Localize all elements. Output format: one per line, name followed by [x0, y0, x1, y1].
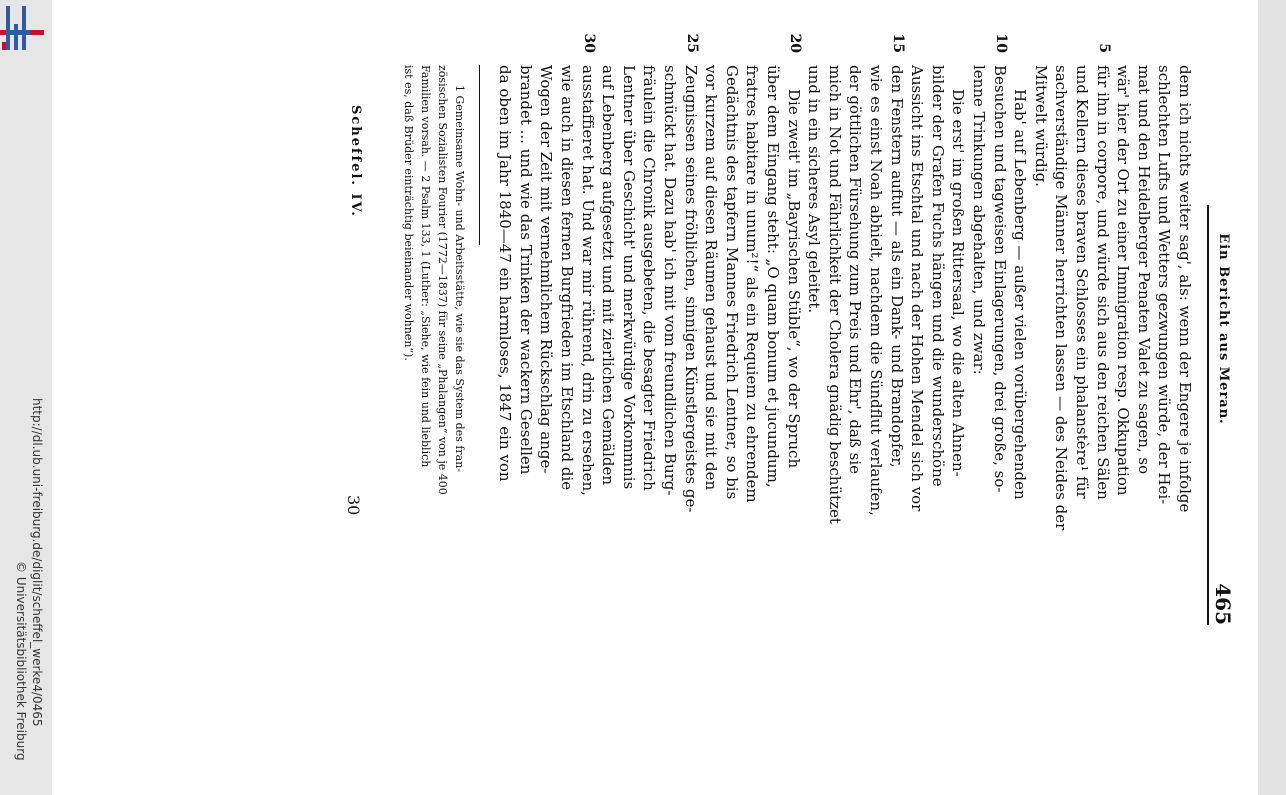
text-line: für ihn in corpore, und würde sich aus den reichen Sälen [1093, 65, 1112, 500]
source-url[interactable]: http://dl.ub.uni-freiburg.de/diglit/scheffel_werke4/0465 [30, 398, 44, 727]
text-line: Hab' auf Lebenberg — außer vielen vorübergehenden [1011, 89, 1030, 500]
line-number: 25 [683, 33, 700, 53]
text-line: lenne Trinkungen abgehalten, und zwar: [970, 65, 988, 375]
right-margin-bar [1258, 0, 1286, 795]
text-line: mich in Not und Fährlichkeit der Cholera gnädig beschützet [825, 65, 844, 524]
text-line: sachverständige Männer herrichten lassen — des Neides der [1052, 65, 1071, 531]
copyright-notice: © Universitätsbibliothek Freiburg [14, 561, 28, 761]
text-line: bilder der Grafen Fuchs hängen und die wunderschöne [928, 65, 947, 487]
running-title: Ein Bericht aus Meran. [1216, 233, 1231, 425]
footnote-line: ist es, daß Brüder einträchtig beieinander wohnen“). [402, 65, 415, 361]
line-number: 20 [786, 33, 803, 53]
text-line: da oben im Jahr 1840—47 ein harmloses, 1847 ein von [496, 65, 515, 482]
text-line: Mitwelt würdig. [1031, 65, 1050, 187]
running-head [1205, 33, 1235, 625]
text-line: über dem Eingang steht: „O quam bonum et jucundum, [764, 65, 782, 488]
text-line: den Fenstern auftut — als ein Dank- und Brandopfer, [887, 65, 906, 468]
signature-mark: Scheffel. IV. [348, 105, 363, 218]
footnote-line: Familien vorsah. — 2 Psalm 133, 1 (Luther: „Siehe, wie fein und lieblich [419, 65, 432, 468]
text-line: und in ein sicheres Asyl geleitet. [805, 65, 824, 314]
text-line: vor kurzem auf diesen Räumen gehaust und sie mit den [702, 65, 721, 491]
sidebar [0, 0, 52, 795]
text-line: Lentner über Geschicht' und merkwürdige Vorkommnis [619, 65, 638, 490]
line-number: 5 [1095, 43, 1112, 53]
footnote-line: 1 Gemeinsame Wohn- und Arbeitsstätte, wie sie das System des fran- [453, 85, 466, 473]
line-number: 15 [889, 33, 906, 53]
text-line: Gedächtnis des tapfern Mannes Friedrich Lentner, so bis [722, 65, 741, 500]
text-line: fratres habitare in unum²!“ als ein Requiem zu ehrendem [743, 65, 762, 503]
text-line: dem ich nichts weiter sag', als: wenn der Engere je infolge [1176, 65, 1194, 513]
text-line: Wogen der Zeit mit vernehmlichem Rückschlag ange- [537, 65, 556, 474]
line-number: 10 [992, 33, 1009, 53]
book-page [195, 25, 1235, 625]
text-line: brandet ... und wie das Trinken der wackern Gesellen [516, 65, 535, 475]
footnote-line: zösischen Sozialisten Fourier (1772—1837) für seine „Phalangen“ von je 400 [436, 65, 449, 495]
text-line: wie auch in diesen fernen Burgfrieden im Etschland die [558, 65, 576, 491]
text-line: Die zweit' im „Bayrischen Stüble“, wo der Spruch [784, 89, 803, 469]
footnote-rule [479, 65, 480, 245]
text-line: ausstaffieret hat. Und war mir rührend, drin zu ersehen, [578, 65, 597, 496]
text-line: und Kellern dieses braven Schlosses ein phalanstère¹ für [1073, 65, 1091, 499]
text-line: Die erst' im großen Rittersaal, wo die alten Ahnen- [949, 89, 968, 477]
text-line: wär' hier der Ort zu einer Immigration resp. Okkupation [1114, 65, 1133, 496]
text-line: der göttlichen Fürsehung zum Preis und Ehr', daß sie [846, 65, 865, 475]
page-number: 465 [1211, 583, 1235, 625]
text-line: fräulein die Chronik ausgebeten, die besagter Friedrich [640, 65, 659, 491]
signature-number: 30 [344, 495, 363, 516]
text-line: mat und den Heidelberger Penaten Valet zu sagen, so [1134, 65, 1153, 475]
library-logo-icon [0, 4, 44, 52]
text-line: wie es einst Noah abhielt, nachdem die Sündflut verlaufen, [867, 65, 885, 516]
text-line: Besuchen und tagweisen Einlagerungen, drei große, so- [990, 65, 1009, 493]
text-line: schlechten Lufts und Wetters gezwungen würde, der Hei- [1155, 65, 1174, 505]
text-line: Zeugnissen seines fröhlichen, sinnigen Künstlergeistes ge- [681, 65, 700, 513]
text-line: Aussicht ins Etschtal und nach der Hohen Mendel sich vor [908, 65, 927, 512]
text-line: auf Lebenberg aufgesetzt und mit zierlichen Gemälden [599, 65, 618, 486]
text-line: schmückt hat. Dazu hab' ich mit vom freundlichen Burg- [661, 65, 679, 496]
header-rule [1207, 205, 1209, 625]
line-number: 30 [580, 33, 597, 53]
